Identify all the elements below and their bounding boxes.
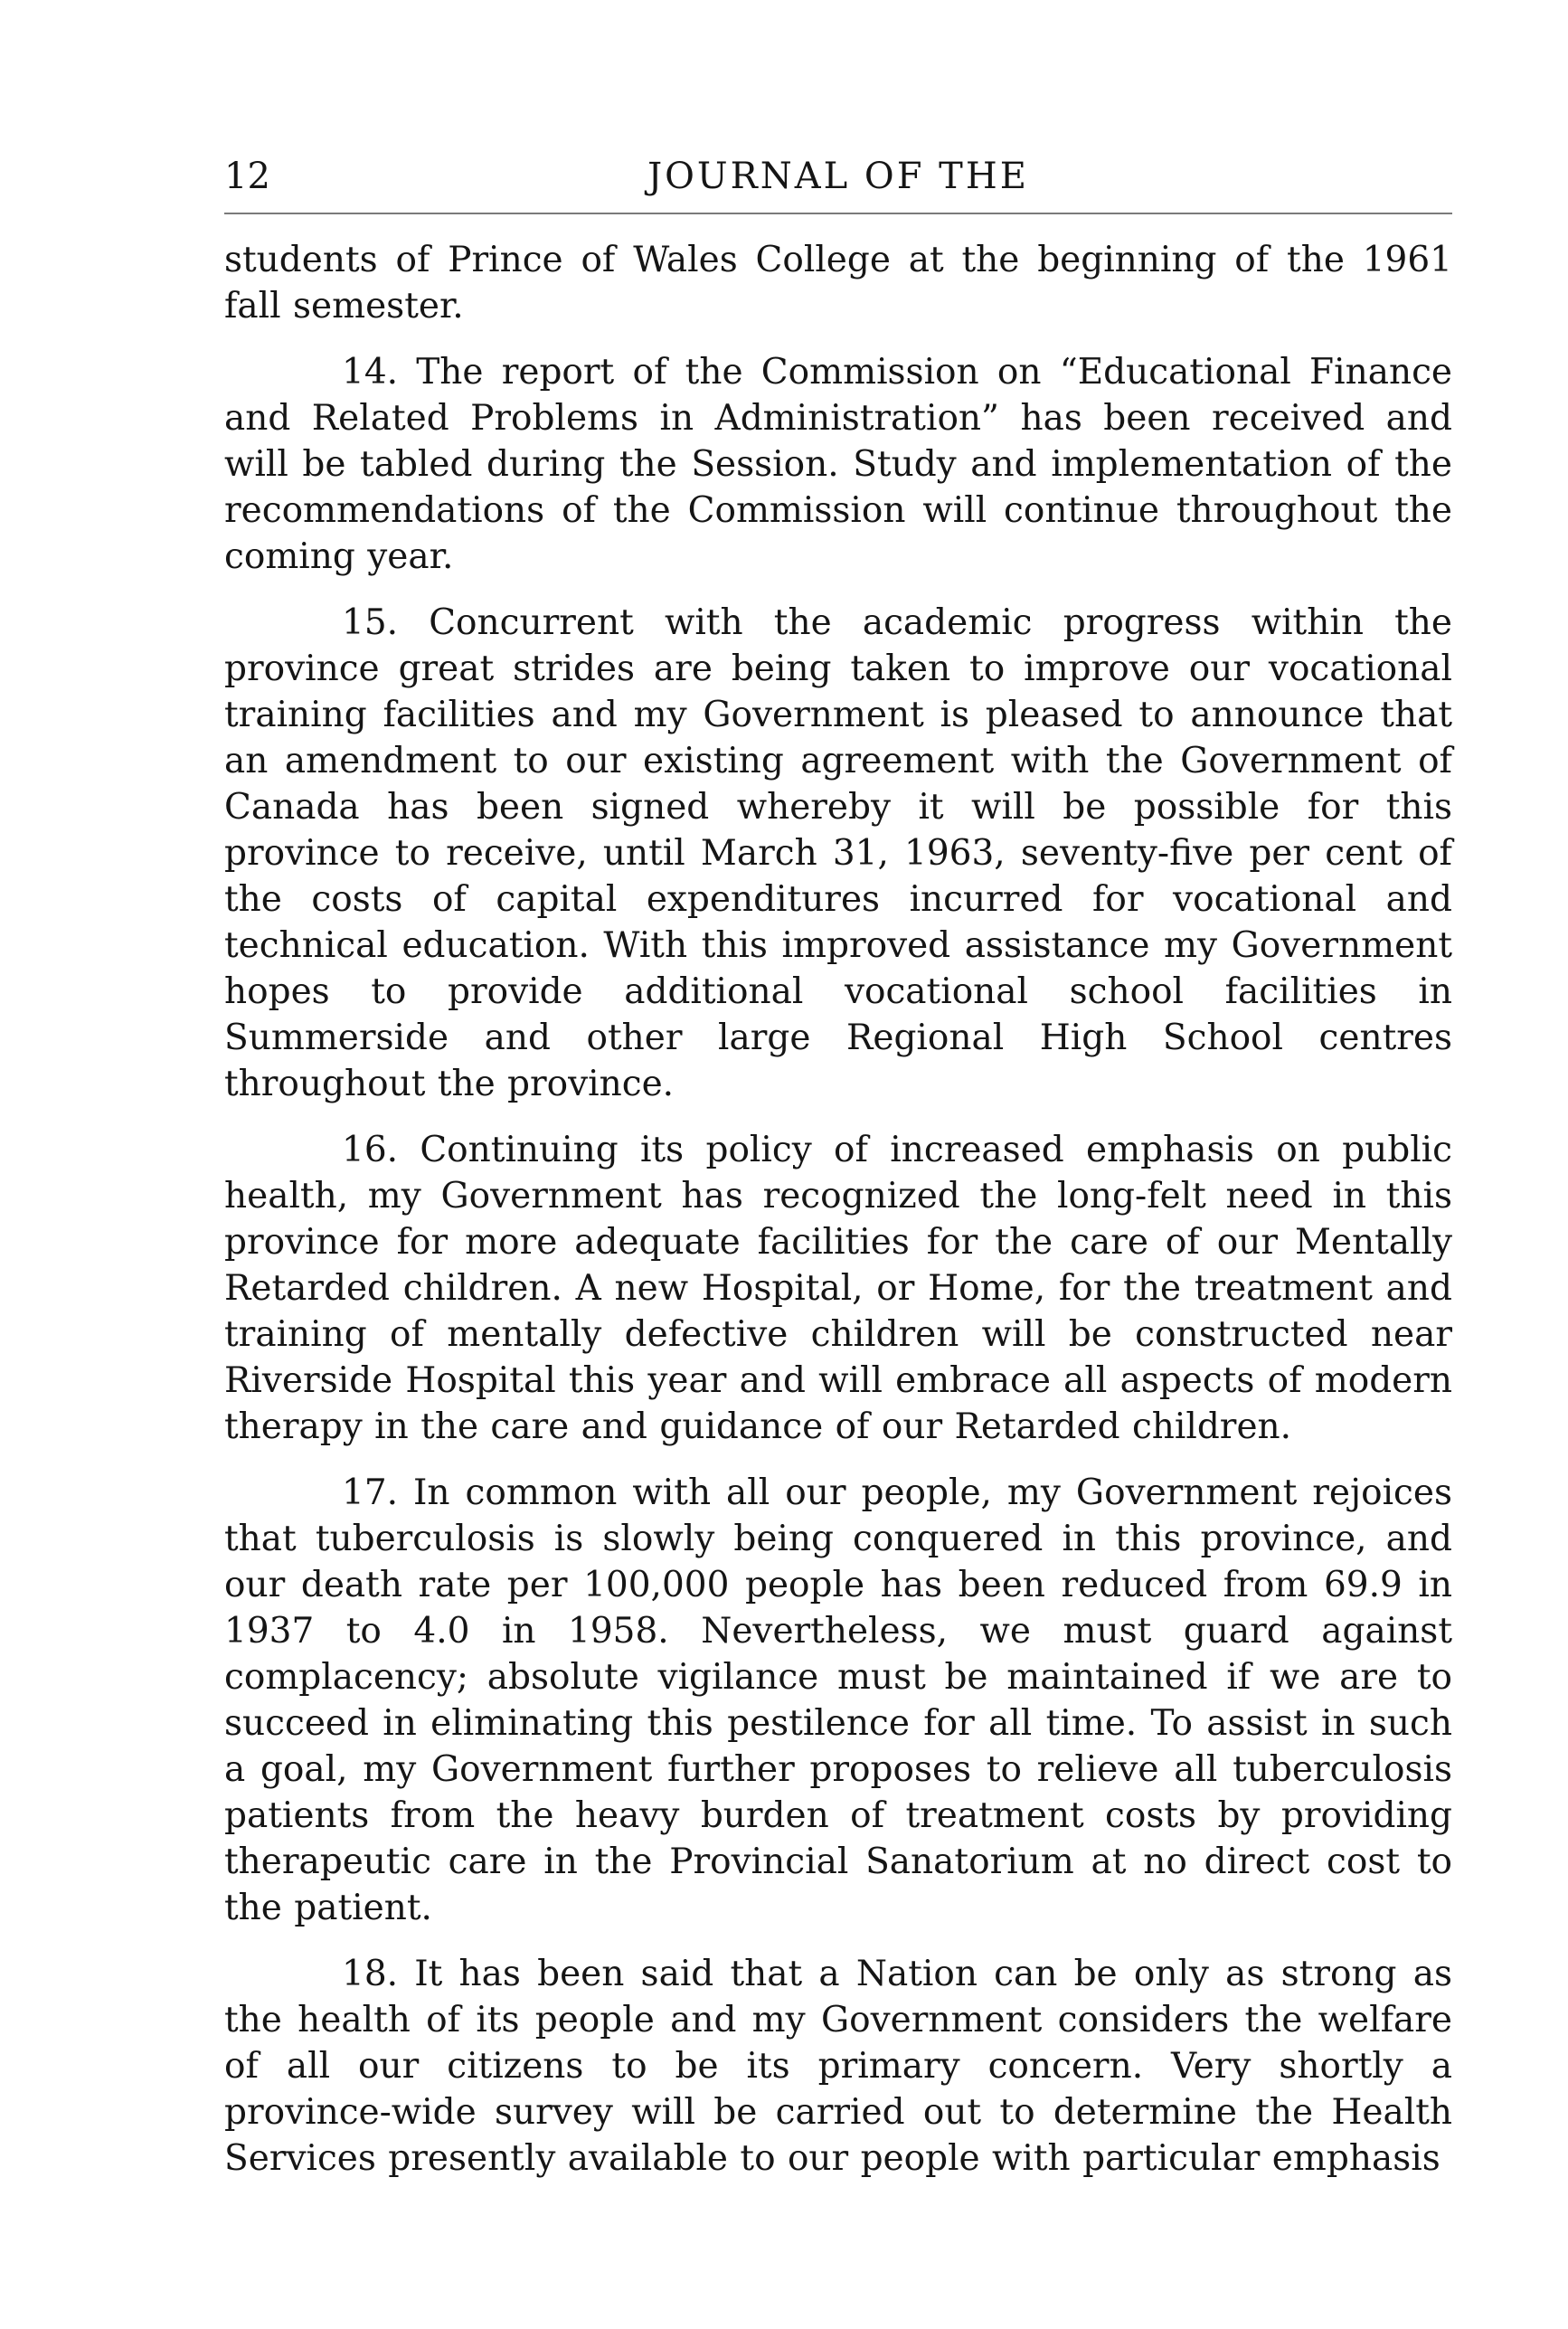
page-number: 12 <box>224 156 270 197</box>
paragraph-18: 18. It has been said that a Nation can be only as strong as the health of its people and my Government considers the welfare of all our citizens to be its primary concern. Very shortly a province-wide survey will be carried out to determine the Health Services presently available to our people with particular emphasis <box>224 1954 1452 2179</box>
body-text <box>224 237 1452 2201</box>
running-title: JOURNAL OF THE <box>647 156 1029 197</box>
header-divider <box>224 213 1452 214</box>
page-header <box>224 149 1452 204</box>
paragraph-continued: students of Prince of Wales College at the beginning of the 1961 fall semester. <box>224 240 1452 327</box>
paragraph-16: 16. Continuing its policy of increased emphasis on public health, my Government has recognized the long-felt need in this province for more adequate facilities for the care of our Mentally Retarded children. A new Hospital, or Home, for the treatment and training of mentally defective children will be constructed near Riverside Hospital this year and will embrace all aspects of modern therapy in the care and guidance of our Retarded children. <box>224 1130 1452 1447</box>
paragraph-17: 17. In common with all our people, my Government rejoices that tuberculosis is slowly being conquered in this province, and our death rate per 100,000 people has been reduced from 69.9 in 1937 to 4.0 in 1958. Nevertheless, we must guard against complacency; absolute vigilance must be maintained if we are to succeed in eliminating this pestilence for all time. To assist in such a goal, my Government further proposes to relieve all tuberculosis patients from the heavy burden of treatment costs by providing therapeutic care in the Provincial Sanatorium at no direct cost to the patient. <box>224 1472 1452 1928</box>
paragraph-15: 15. Concurrent with the academic progress within the province great strides are being taken to improve our vocational training facilities and my Government is pleased to announce that an amendment to our existing agreement with the Government of Canada has been signed whereby it will be possible for this province to receive, until March 31, 1963, seventy-five per cent of the costs of capital expenditures incurred for vocational and technical education. With this improved assistance my Government hopes to provide additional vocational school facilities in Summerside and other large Regional High School centres throughout the province. <box>224 602 1452 1104</box>
paragraph-14: 14. The report of the Commission on “Educational Finance and Related Problems in Administration” has been received and will be tabled during the Session. Study and implementation of the recommendations of the Commission will continue throughout the coming year. <box>224 352 1452 577</box>
